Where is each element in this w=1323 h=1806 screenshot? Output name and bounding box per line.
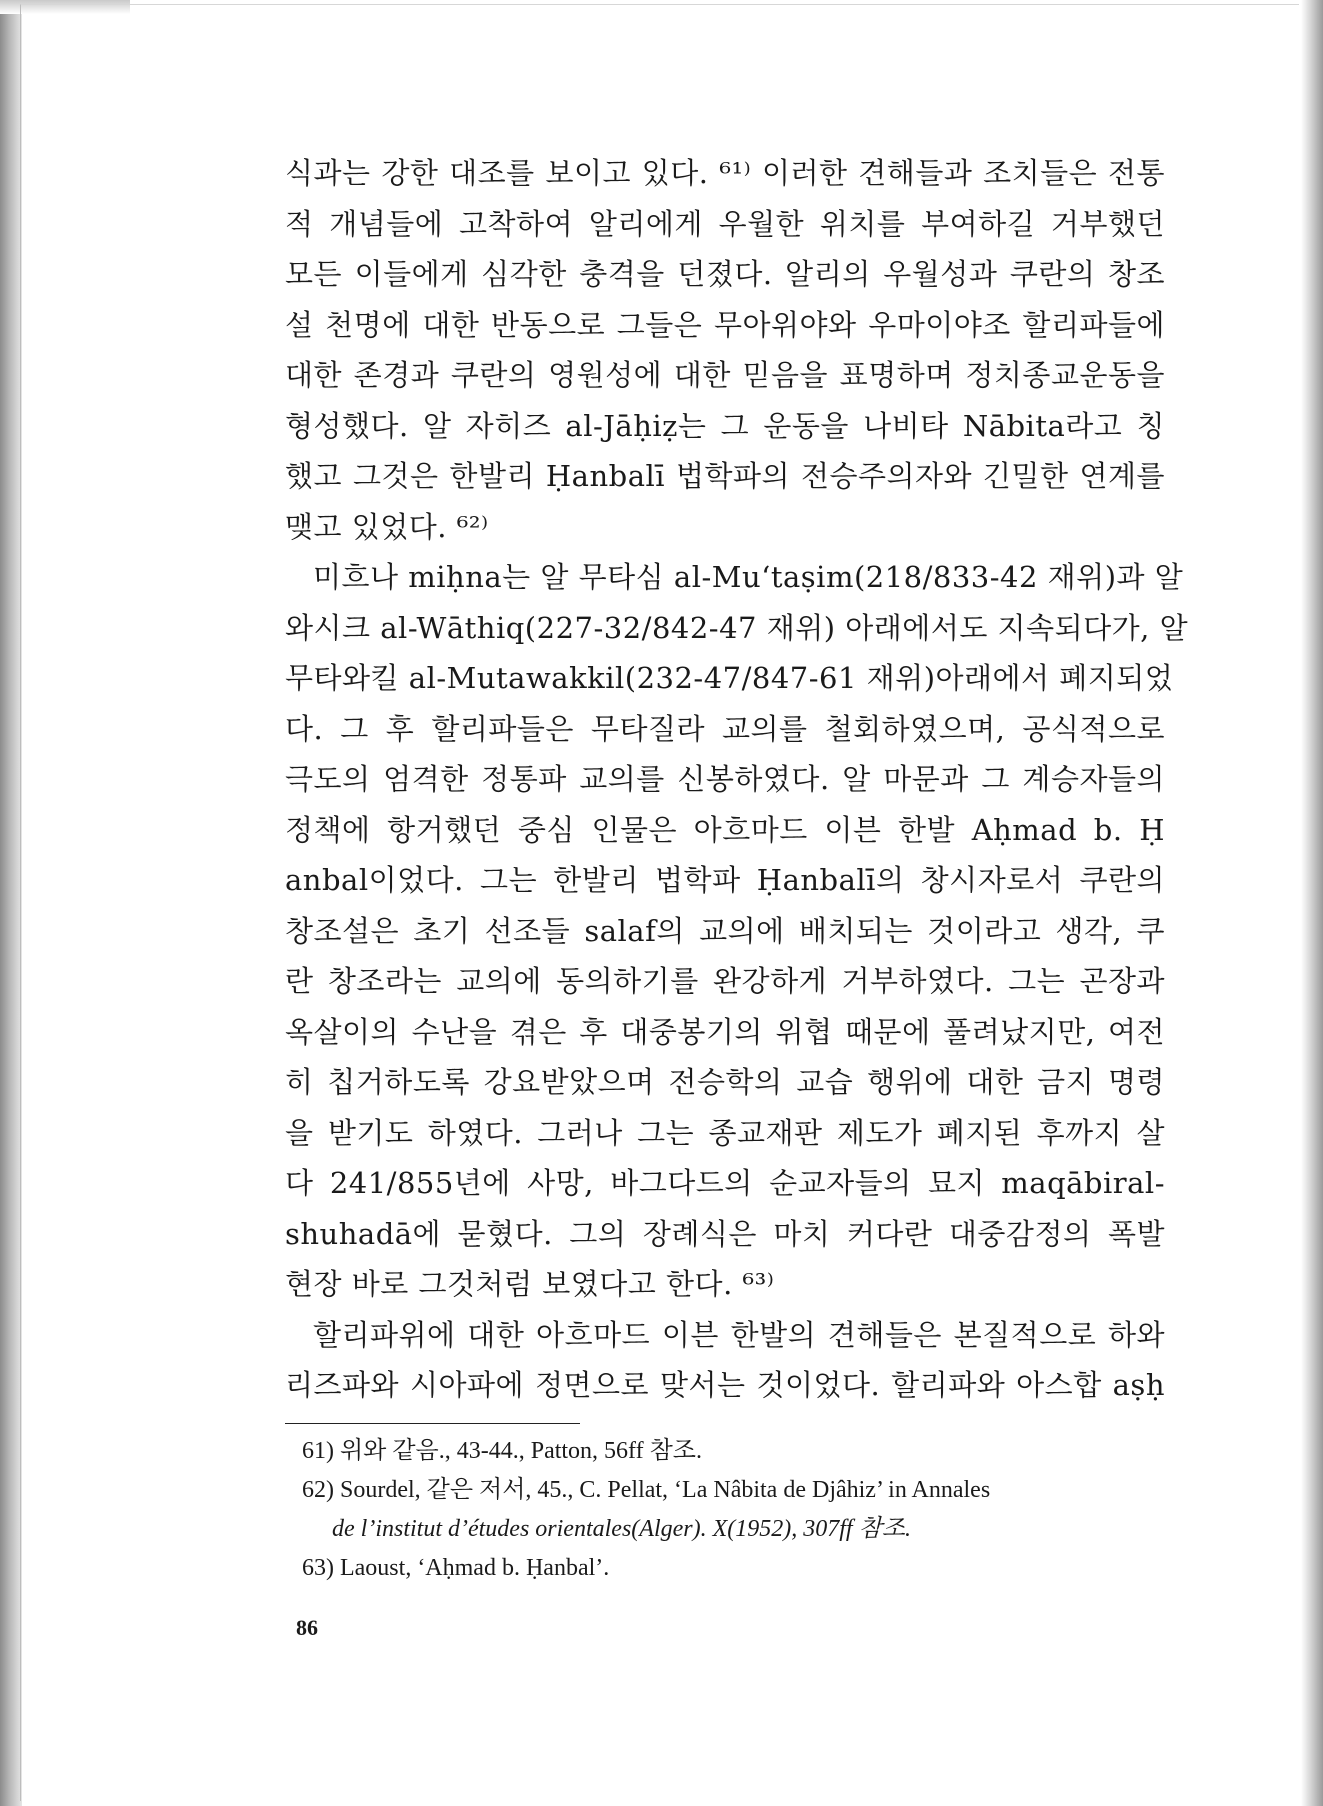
text-line: 창조설은 초기 선조들 salaf의 교의에 배치되는 것이라고 생각, 쿠	[285, 913, 1165, 948]
text-line: 무타와킬 al-Mutawakkil(232-47/847-61 재위)아래에서 폐지되었	[285, 661, 1174, 695]
text-line: 현장 바로 그것처럼 보였다고 한다. ⁶³⁾	[285, 1267, 775, 1301]
text-line: 극도의 엄격한 정통파 교의를 신봉하였다. 알 마문과 그 계승자들의	[285, 762, 1165, 796]
text-line: 히 칩거하도록 강요받았으며 전승학의 교습 행위에 대한 금지 명령	[285, 1065, 1165, 1099]
text-line: 란 창조라는 교의에 동의하기를 완강하게 거부하였다. 그는 곤장과	[285, 964, 1165, 998]
book-right-edge	[1301, 0, 1323, 1806]
text-line: 와시크 al-Wāthiq(227-32/842-47 재위) 아래에서도 지속되다가, 알	[285, 610, 1189, 645]
footnotes	[302, 1432, 1166, 1588]
text-line: shuhadā에 묻혔다. 그의 장례식은 마치 커다란 대중감정의 폭발	[285, 1216, 1165, 1251]
text-line: 정책에 항거했던 중심 인물은 아흐마드 이븐 한발 Aḥmad b. Ḥ	[285, 812, 1165, 847]
text-line: 형성했다. 알 자히즈 al-Jāḥiẓ는 그 운동을 나비타 Nābita라고 칭	[285, 408, 1165, 443]
paragraph-start-line: 할리파위에 대한 아흐마드 이븐 한발의 견해들은 본질적으로 하와	[313, 1317, 1165, 1352]
text-line: 대한 존경과 쿠란의 영원성에 대한 믿음을 표명하며 정치종교운동을	[285, 358, 1165, 392]
footnote-62: 62) Sourdel, 같은 저서, 45., C. Pellat, ‘La Nâbita de Djâhiz’ in Annales	[302, 1477, 991, 1503]
text-line: 설 천명에 대한 반동으로 그들은 무아위야와 우마이야조 할리파들에	[285, 307, 1165, 342]
footnote-divider	[285, 1423, 580, 1424]
text-line: 맺고 있었다. ⁶²⁾	[285, 509, 489, 544]
body-text	[285, 148, 1189, 1411]
text-line: 다. 그 후 할리파들은 무타질라 교의를 철회하였으며, 공식적으로	[285, 711, 1165, 746]
text-line: 옥살이의 수난을 겪은 후 대중봉기의 위협 때문에 풀려났지만, 여전	[285, 1014, 1165, 1049]
book-spine-shadow	[0, 0, 22, 1806]
text-line: 다 241/855년에 사망, 바그다드의 순교자들의 묘지 maqābiral-	[285, 1166, 1165, 1200]
text-line: 식과는 강한 대조를 보이고 있다. ⁶¹⁾ 이러한 견해들과 조치들은 전통	[285, 156, 1165, 190]
text-line: 리즈파와 시아파에 정면으로 맞서는 것이었다. 할리파와 아스합 aṣḥ	[285, 1368, 1165, 1402]
text-line: 을 받기도 하였다. 그러나 그는 종교재판 제도가 폐지된 후까지 살	[285, 1115, 1165, 1150]
text-line: 했고 그것은 한발리 Ḥanbalī 법학파의 전승주의자와 긴밀한 연계를	[285, 459, 1165, 493]
paragraph-start-line: 미흐나 miḥna는 알 무타심 al-Muʻtaṣim(218/833-42 재위)과 알	[313, 560, 1184, 594]
footnote-61: 61) 위와 같음., 43-44., Patton, 56ff 참조.	[302, 1438, 702, 1464]
text-line: 모든 이들에게 심각한 충격을 던졌다. 알리의 우월성과 쿠란의 창조	[285, 257, 1165, 291]
footnote-62-continued: de l’institut d’études orientales(Alger). X(1952), 307ff 참조.	[332, 1516, 911, 1542]
text-line: 적 개념들에 고착하여 알리에게 우월한 위치를 부여하길 거부했던	[285, 206, 1165, 241]
footnote-63: 63) Laoust, ‘Aḥmad b. Ḥanbal’.	[302, 1555, 610, 1581]
page-number: 86	[296, 1615, 318, 1640]
text-line: anbal이었다. 그는 한발리 법학파 Ḥanbalī의 창시자로서 쿠란의	[285, 863, 1165, 897]
